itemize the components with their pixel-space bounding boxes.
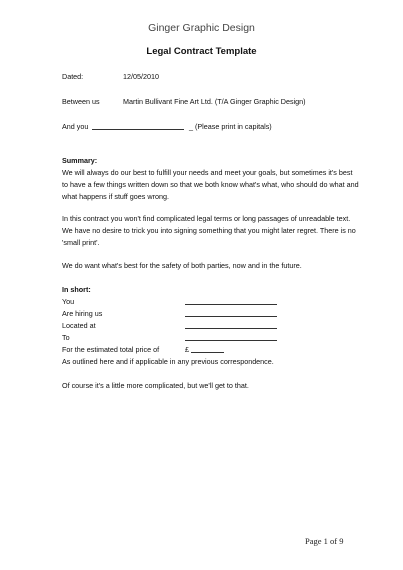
outlined-note: As outlined here and if applicable in any previous correspondence. <box>62 357 274 366</box>
and-you-label: And you <box>62 122 89 131</box>
summary-p1-line2: to have a few things written down so that we both know what's what, who should do what and <box>62 180 359 189</box>
page-number: Page 1 of 9 <box>305 536 344 546</box>
to-field[interactable] <box>185 332 277 341</box>
company-name: Ginger Graphic Design <box>148 22 255 34</box>
closing-note: Of course it's a little more complicated, but we'll get to that. <box>62 381 249 390</box>
hiring-field[interactable] <box>185 308 277 317</box>
in-short-you-label: You <box>62 297 75 306</box>
in-short-price-label: For the estimated total price of <box>62 345 160 354</box>
summary-p2-line3: 'small print'. <box>62 238 100 247</box>
summary-heading: Summary: <box>62 156 98 165</box>
summary-p2-line1: In this contract you won't find complicated legal terms or long passages of unreadable text. <box>62 214 351 223</box>
in-short-located-label: Located at <box>62 321 96 330</box>
in-short-to-label: To <box>62 333 70 342</box>
document-title: Legal Contract Template <box>146 46 257 57</box>
summary-p1-line1: We will always do our best to fulfill your needs and meet your goals, but sometimes it's best <box>62 168 353 177</box>
client-name-field[interactable] <box>92 121 184 130</box>
between-label: Between us <box>62 97 100 106</box>
summary-p2-line2: We have no desire to trick you into signing something that you might later regret. There is no <box>62 226 356 235</box>
dated-label: Dated: <box>62 72 84 81</box>
price-field[interactable] <box>191 344 224 353</box>
summary-p1-line3: what happens if stuff goes wrong. <box>62 192 169 201</box>
summary-p3: We do want what's best for the safety of both parties, now and in the future. <box>62 261 302 270</box>
in-short-hiring-label: Are hiring us <box>62 309 103 318</box>
you-field[interactable] <box>185 296 277 305</box>
print-capitals-note: _ (Please print in capitals) <box>189 122 272 131</box>
between-value: Martin Bullivant Fine Art Ltd. (T/A Ginger Graphic Design) <box>123 97 306 106</box>
currency-symbol: £ <box>185 345 189 354</box>
in-short-heading: In short: <box>62 285 91 294</box>
located-field[interactable] <box>185 320 277 329</box>
dated-value: 12/05/2010 <box>123 72 159 81</box>
